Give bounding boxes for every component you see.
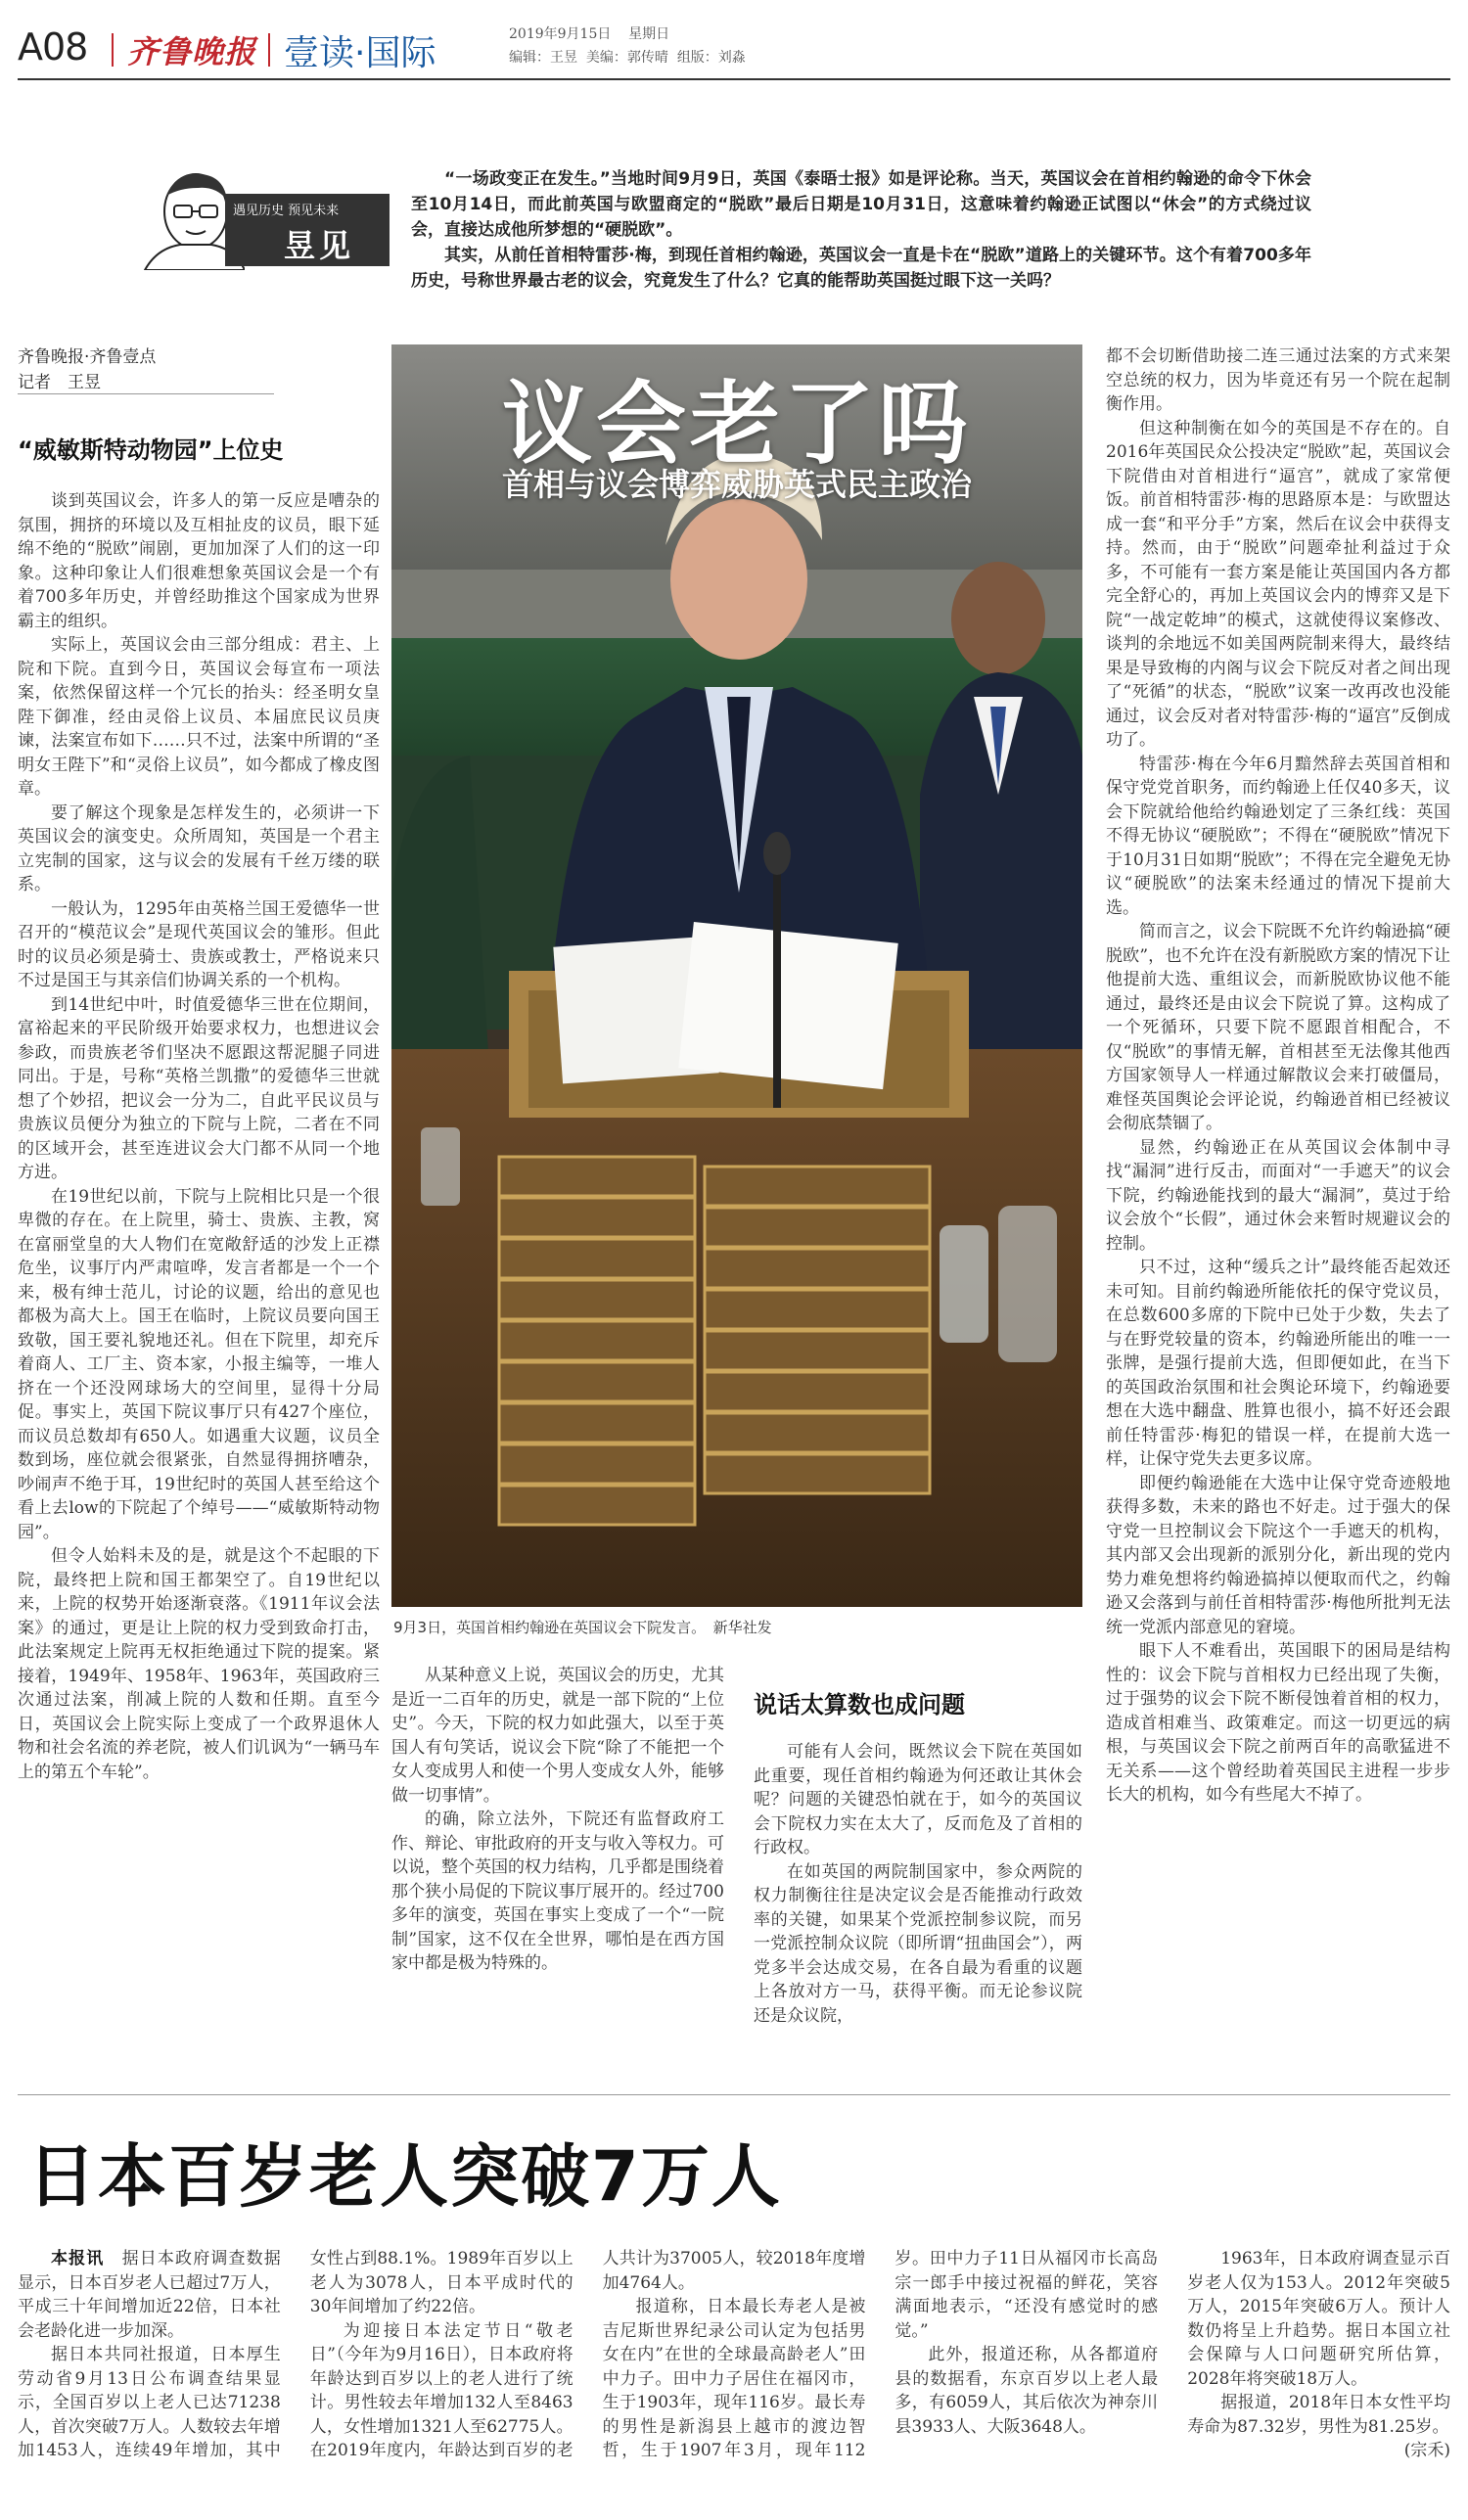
header-divider: [112, 33, 114, 67]
body-paragraph: 特雷莎·梅在今年6月黯然辞去英国首相和保守党党首职务，而约翰逊上任仅40多天，议会下院就给他给约翰逊划定了三条红线：英国不得无协议“硬脱欧”；不得在“硬脱欧”情况下于10月31日如期“脱欧”；不得在完全避免无协议“硬脱欧”的法案未经通过的情况下提前大选。: [1106, 754, 1450, 918]
body-paragraph: 眼下人不难看出，英国眼下的困局是结构性的：议会下院与首相权力已经出现了失衡，过于强势的议会下院不断侵蚀着首相的权力，造成首相难当、政策难定。而这一切更远的病根，与英国议会下院之前两百年的高歌猛进不无关系——这个曾经助着英国民主进程一步步长大的机构，如今有些尾大不掉了。: [1106, 1641, 1450, 1805]
lead-text: 据日本政府调查数据显示，日本百岁老人已超过7万人，平成三十年间增加近22倍，日本社会老龄化进一步加深。: [18, 2249, 281, 2341]
weekday: 星期日: [628, 26, 670, 42]
designer: 美编：郭传晴: [585, 50, 668, 66]
parliament-photo: [391, 344, 1082, 1607]
byline-reporter: 记者 王昱: [18, 373, 101, 392]
issue-date: 2019年9月15日: [509, 26, 612, 42]
middle-right-subhead: 说话太算数也成问题: [754, 1691, 965, 1718]
byline-rule: [18, 393, 274, 394]
body-paragraph: 从某种意义上说，英国议会的历史，尤其是近一二百年的历史，就是一部下院的“上位史”。今天，下院的权力如此强大，以至于英国人有句笑话，说议会下院“除了不能把一个女人变成男人和使一个男人变成女人外，能够做一切事情”。: [391, 1666, 724, 1806]
body-paragraph: 据日本共同社报道，日本厚生劳动省9月13日公布调查结果显示，全国百岁以上老人已达71238人，首次突破7万人。人数较去年增加1453人，连续49年增加，其中女性占到88.1%。1989年百岁以上老人为3078人，日本平成时代的30年间增加了约22倍。: [18, 2249, 573, 2460]
intro-paragraph: “一场政变正在发生。”当地时间9月9日，英国《泰晤士报》如是评论称。当天，英国议会在首相约翰逊的命令下休会至10月14日，而此前英国与欧盟商定的“脱欧”最后日期是10月31日，这意味着约翰逊正试图以“休会”的方式绕过议会，直接达成他所梦想的“硬脱欧”。: [411, 169, 1311, 240]
section-sub: 国际: [365, 33, 436, 73]
body-paragraph: 但这种制衡在如今的英国是不存在的。自2016年英国民众公投决定“脱欧”起，英国议会下院借由对首相进行“逼宫”，就成了家常便饭。前首相特雷莎·梅的思路原本是：与欧盟达成一套“和平分手”方案，然后在议会中获得支持。然而，由于“脱欧”问题牵扯利益过于众多，不可能有一套方案是能让英国国内各方都完全舒心的，再加上英国议会内的博弈又是下院“一战定乾坤”的模式，这就使得议案修改、谈判的余地远不如美国两院制来得大，最终结果是导致梅的内阁与议会下院反对者之间出现了“死循”的状态，“脱欧”议案一改再改也没能通过，议会反对者对特雷莎·梅的“逼宫”反倒成功了。: [1106, 418, 1450, 750]
body-paragraph: 可能有人会问，既然议会下院在英国如此重要，现任首相约翰逊为何还敢让其休会呢？问题的关键恐怕就在于，如今的英国议会下院权力实在太大了，反而危及了首相的行政权。: [754, 1742, 1082, 1857]
body-paragraph: 显然，约翰逊正在从英国议会体制中寻找“漏洞”进行反击，而面对“一手遮天”的议会下院，约翰逊能找到的最大“漏洞”，莫过于给议会放个“长假”，通过休会来暂时规避议会的控制。: [1106, 1137, 1450, 1254]
intro-lead: [411, 166, 1311, 294]
article2-body: [18, 2247, 1450, 2511]
byline-outlet: 齐鲁晚报·齐鲁壹点: [18, 347, 157, 367]
lead-label: 本报讯: [51, 2249, 105, 2268]
badge-panel: [225, 194, 390, 266]
body-paragraph: 1963年，日本政府调查显示百岁老人仅为153人。2012年突破5万人，2015年突破6万人。预计人数仍将呈上升趋势。据日本国立社会保障与人口问题研究所估算，2028年将突破18万人。: [1187, 2249, 1450, 2389]
closing-text: 据报道，2018年日本女性平均寿命为87.32岁，男性为81.25岁。: [1187, 2393, 1450, 2437]
body-paragraph: 都不会切断借助接二连三通过法案的方式来架空总统的权力，因为毕竟还有另一个院在起制衡作用。: [1106, 346, 1450, 414]
columnist-badge: [137, 166, 391, 270]
body-paragraph: 只不过，这种“缓兵之计”最终能否起效还未可知。目前约翰逊所能依托的保守党议员，在总数600多席的下院中已处于少数，失去了与在野党较量的资本，约翰逊所能出的唯一一张牌，是强行提前大选，但即便如此，在当下的英国政治氛围和社会舆论环境下，约翰逊要想在大选中翻盘、胜算也很小，搞不好还会跟前任特雷莎·梅犯的错误一样，在提前大选一样，让保守党失去更多议席。: [1106, 1258, 1450, 1469]
section-rule: [18, 2094, 1450, 2095]
section-title: [284, 25, 436, 75]
editor: 编辑：王昱: [509, 50, 577, 66]
left-column-subhead: “威敏斯特动物园”上位史: [18, 436, 284, 464]
header-divider: [268, 33, 270, 67]
section-separator: ·: [354, 33, 366, 73]
left-column-body: [18, 489, 380, 1784]
photo-caption: 9月3日，英国首相约翰逊在英国议会下院发言。 新华社发: [393, 1619, 772, 1636]
header-credits: [509, 47, 746, 67]
body-paragraph: 为迎接日本法定节日“敬老日”（今年为9月16日），日本政府将年龄达到百岁以上的老人进行了统计。男性较去年增加132人至8463人，女性增加1321人至62775人。在2019年度内，年龄达到百岁的老人共计为37005人，较2018年度增加4764人。: [309, 2249, 866, 2460]
body-paragraph: 的确，除立法外，下院还有监督政府工作、辩论、审批政府的开支与收入等权力。可以说，整个英国的权力结构，几乎都是围绕着那个狭小局促的下院议事厅展开的。经过700多年的演变，英国在事实上变成了一个“一院制”国家，这不仅在全世界，哪怕是在西方国家中都是极为特殊的。: [391, 1810, 724, 1973]
middle-right-column-body: [754, 1740, 1082, 2028]
body-paragraph: 在如英国的两院制国家中，参众两院的权力制衡往往是决定议会是否能推动行政效率的关键，如果某个党派控制参议院，而另一党派控制众议院（即所谓“扭曲国会”），两党多半会达成交易，在各自最为看重的议题上各放对方一马，获得平衡。而无论参议院还是众议院，: [754, 1861, 1082, 2026]
right-column-body: [1106, 344, 1450, 1808]
body-paragraph: 谈到英国议会，许多人的第一反应是嘈杂的氛围，拥挤的环境以及互相扯皮的议员，眼下延绵不绝的“脱欧”闹剧，更加加深了人们的这一印象。这种印象让人们很难想象英国议会是一个有着700多年历史，并曾经助推这个国家成为世界霸主的组织。: [18, 491, 380, 631]
newspaper-logo: 齐鲁晚报: [127, 33, 257, 70]
intro-paragraph: 其实，从前任首相特雷莎·梅，到现任首相约翰逊，英国议会一直是卡在“脱欧”道路上的关键环节。这个有着700多年历史，号称世界最古老的议会，究竟发生了什么？它真的能帮助英国挺过眼下这一关吗？: [411, 246, 1311, 291]
body-paragraph: 实际上，英国议会由三部分组成：君主、上院和下院。直到今日，英国议会每宣布一项法案，依然保留这样一个冗长的抬头：经圣明女皇陛下御准，经由灵俗上议员、本届庶民议员庚谏，法案宣布如下……只不过，法案中所谓的“圣明女王陛下”和“灵俗上议员”，如今都成了橡皮图章。: [18, 635, 380, 799]
body-paragraph: 但令人始料未及的是，就是这个不起眼的下院，最终把上院和国王都架空了。自19世纪以来，上院的权势开始逐渐衰落。《1911年议会法案》的通过，更是让上院的权力受到致命打击，此法案规定上院再无权拒绝通过下院的提案。紧接着，1949年、1958年、1963年，英国政府三次通过法案，削减上院的人数和任期。直至今日，英国议会上院实际上变成了一个政界退休人物和社会名流的养老院，被人们讥讽为“一辆马车上的第五个车轮”。: [18, 1546, 380, 1782]
body-paragraph: 简而言之，议会下院既不允许约翰逊搞“硬脱欧”，也不允许在没有新脱欧方案的情况下让他提前大选、重组议会，而新脱欧协议他不能通过，最终还是由议会下院说了算。这构成了一个死循环，只要下院不愿跟首相配合，不仅“脱欧”的事情无解，首相甚至无法像其他西方国家领导人一样通过解散议会来打破僵局，难怪英国舆论会评论说，约翰逊首相已经被议会彻底禁锢了。: [1106, 922, 1450, 1133]
badge-tagline: 遇见历史 预见未来: [233, 204, 340, 218]
proof: 组版：刘淼: [676, 50, 746, 66]
badge-name: 昱见: [284, 227, 355, 264]
body-paragraph: 报道称，日本最长寿老人是被吉尼斯世界纪录公司认定为包括男女在内”在世的全球最高龄老人”田中力子。田中力子居住在福冈市，生于1903年，现年116岁。最长寿的男性是新潟县上越市的渡边智哲，生于1907年3月，现年112岁。田中力子11日从福冈市长高岛宗一郎手中接过祝福的鲜花，笑容满面地表示，“还没有感觉时的感觉。”: [602, 2249, 1159, 2460]
body-paragraph: [1187, 2391, 1450, 2460]
header-rule: [18, 78, 1450, 80]
body-paragraph: 到14世纪中叶，时值爱德华三世在位期间，富裕起来的平民阶级开始要求权力，也想进议会参政，而贵族老爷们坚决不愿跟这帮泥腿子同进同出。于是，号称“英格兰凯撒”的爱德华三世就想了个妙招，把议会一分为二，自此平民议员与贵族议员便分为独立的下院与上院，二者在不同的区域开会，甚至连进议会大门都不从同一个地方进。: [18, 994, 380, 1182]
body-paragraph: 此外，报道还称，从各都道府县的数据看，东京百岁以上老人最多，有6059人，其后依次为神奈川县3933人、大阪3648人。: [895, 2345, 1159, 2437]
article2-headline: 日本百岁老人突破7万人: [27, 2136, 782, 2217]
body-paragraph: 在19世纪以前，下院与上院相比只是一个很卑微的存在。在上院里，骑士、贵族、主教，窝在富丽堂皇的大人物们在宽敞舒适的沙发上正襟危坐，议事厅内严肃喧哗，发言者都是一个一个来，极有绅士范儿，讨论的议题，给出的意见也都极为高大上。国王在临时，上院议员要向国王致敬，国王要礼貌地还礼。但在下院里，却充斥着商人、工厂主、资本家，小报主编等，一堆人挤在一个还没网球场大的空间里，显得十分局促。事实上，英国下院议事厅只有427个座位，而议员总数却有650人。如遇重大议题，议员全数到场，座位就会很紧张，自然显得拥挤嘈杂，吵闹声不绝于耳，19世纪时的英国人甚至给这个看上去low的下院起了个绰号——“威敏斯特动物园”。: [18, 1186, 380, 1542]
header-meta: [509, 23, 669, 43]
byline: [18, 344, 282, 395]
body-paragraph: 即便约翰逊能在大选中让保守党奇迹般地获得多数，未来的路也不好走。过于强大的保守党一旦控制议会下院这个一手遮天的机构，其内部又会出现新的派别分化，新出现的党内势力难免想将约翰逊搞掉以便取而代之，约翰逊又会落到与前任首相特雷莎·梅他所批判无法统一党派内部意见的窘境。: [1106, 1473, 1450, 1637]
body-paragraph: 要了解这个现象是怎样发生的，必须讲一下英国议会的演变史。众所周知，英国是一个君主立宪制的国家，这与议会的发展有千丝万缕的联系。: [18, 802, 380, 894]
headline-sub: 首相与议会博弈威胁英式民主政治: [501, 466, 972, 503]
body-paragraph: [18, 2247, 281, 2343]
page-number: A08: [18, 25, 88, 69]
section-name: 壹读: [284, 33, 355, 73]
headline-main: 议会老了吗: [501, 372, 972, 477]
middle-column-body: [391, 1664, 724, 1976]
lead-photo: [391, 344, 1082, 1607]
article-signature: (宗禾): [1403, 2441, 1450, 2460]
body-paragraph: 一般认为，1295年由英格兰国王爱德华一世召开的“模范议会”是现代英国议会的雏形。但此时的议员必须是骑士、贵族或教士，严格说来只不过是国王与其亲信们协调关系的一个机构。: [18, 898, 380, 990]
